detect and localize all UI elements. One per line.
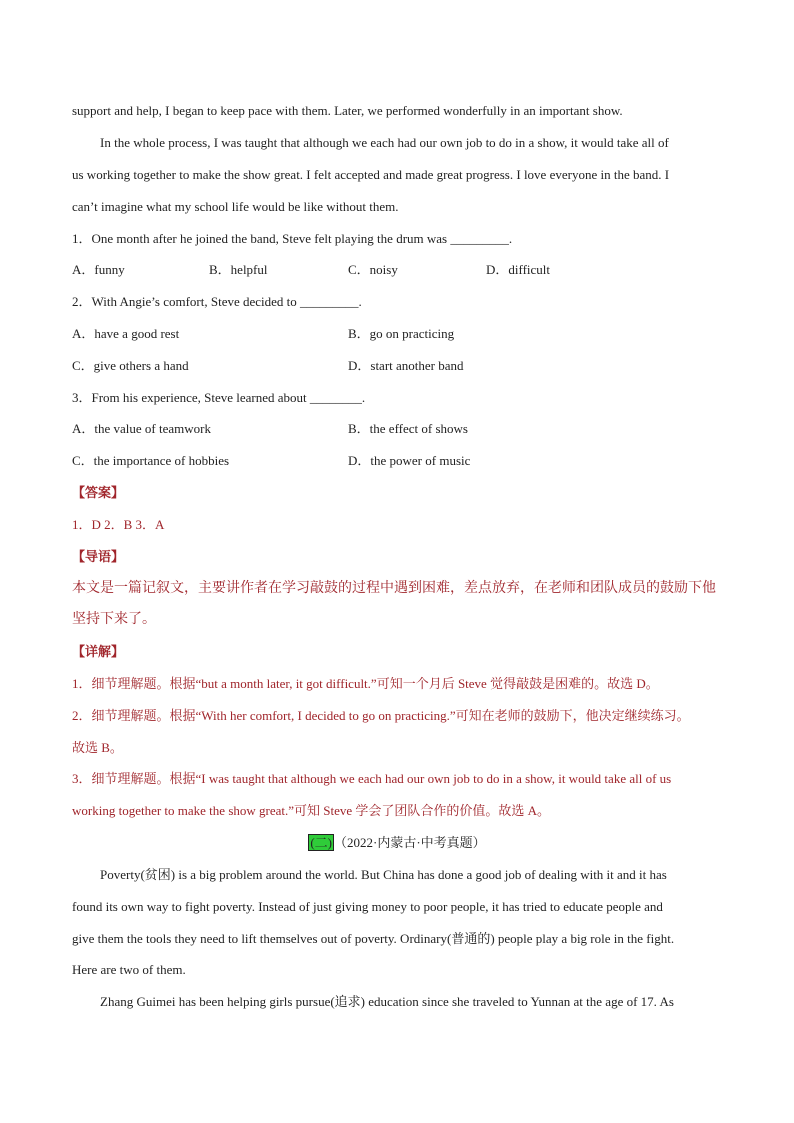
answer-heading: 【答案】 [72, 485, 125, 500]
detail-item-2: 2．细节理解题。根据“With her comfort, I decided to go on practicing.”可知在老师的鼓励下，他决定继续练习。 [72, 708, 690, 723]
q2-option-d: D．start another band [348, 358, 464, 373]
q1-option-d: D．difficult [486, 262, 551, 277]
detail-item-2-cont: 故选 B。 [72, 740, 123, 755]
section-2-heading [0, 834, 794, 852]
passage2-line: give them the tools they need to lift themselves out of poverty. Ordinary(普通的) people play a big role in the fight. [72, 931, 675, 946]
section-number-label: (二) [310, 835, 332, 850]
answer-text: 1．D 2．B 3．A [72, 517, 165, 532]
passage2-line: Zhang Guimei has been helping girls pursue(追求) education since she traveled to Yunnan at the age of 17. As [100, 994, 674, 1009]
q2-option-a: A．have a good rest [72, 326, 180, 341]
detail-item-3-cont: working together to make the show great.”可知 Steve 学会了团队合作的价值。故选 A。 [72, 803, 551, 818]
detail-heading: 【详解】 [72, 644, 125, 659]
guide-heading: 【导语】 [72, 549, 125, 564]
question-3-stem: 3．From his experience, Steve learned about ________. [72, 390, 366, 405]
passage2-line: Here are two of them. [72, 962, 186, 977]
q3-option-a: A．the value of teamwork [72, 421, 211, 436]
q3-option-d: D．the power of music [348, 453, 471, 468]
q3-option-b: B．the effect of shows [348, 421, 468, 436]
question-2-stem: 2．With Angie’s comfort, Steve decided to _________. [72, 294, 362, 309]
guide-line: 本文是一篇记叙文，主要讲作者在学习敲鼓的过程中遇到困难，差点放弃，在老师和团队成员的鼓励下他 [72, 581, 716, 596]
detail-item-3: 3．细节理解题。根据“I was taught that although we each had our own job to do in a show, it would take all of us [72, 771, 672, 786]
passage1-line: can’t imagine what my school life would be like without them. [72, 199, 399, 214]
detail-item-1: 1．细节理解题。根据“but a month later, it got difficult.”可知一个月后 Steve 觉得敲鼓是困难的。故选 D。 [72, 676, 659, 691]
q3-option-c: C．the importance of hobbies [72, 453, 230, 468]
section-source: （2022·内蒙古·中考真题） [334, 835, 486, 850]
question-1-stem: 1．One month after he joined the band, Steve felt playing the drum was _________. [72, 231, 513, 246]
passage2-line: found its own way to fight poverty. Instead of just giving money to poor people, it has tried to educate people and [72, 899, 663, 914]
passage1-line: us working together to make the show great. I felt accepted and made great progress. I love everyone in the band. I [72, 167, 670, 182]
q1-option-a: A．funny [72, 262, 125, 277]
q2-option-c: C．give others a hand [72, 358, 189, 373]
q1-option-c: C．noisy [348, 262, 398, 277]
passage1-line: In the whole process, I was taught that although we each had our own job to do in a show, it would take all of [100, 135, 669, 150]
guide-line: 坚持下来了。 [72, 612, 156, 627]
passage1-paragraph-end: support and help, I began to keep pace with them. Later, we performed wonderfully in an important show. [72, 103, 623, 118]
q1-option-b: B．helpful [209, 262, 268, 277]
passage2-line: Poverty(贫困) is a big problem around the world. But China has done a good job of dealing with it and it has [100, 867, 667, 882]
q2-option-b: B．go on practicing [348, 326, 455, 341]
